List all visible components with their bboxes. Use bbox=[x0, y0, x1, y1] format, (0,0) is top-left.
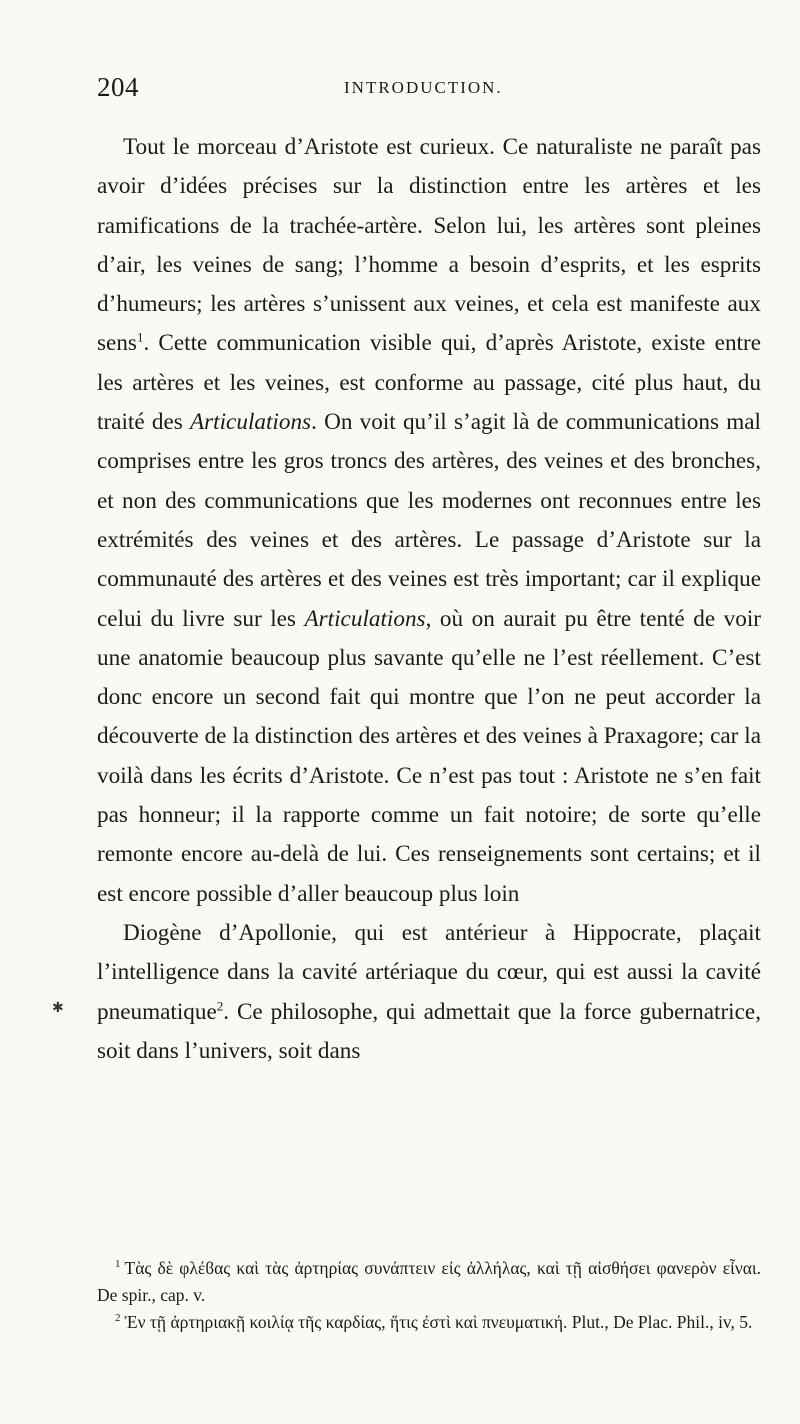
footnotes bbox=[97, 1255, 761, 1336]
paragraph-diogene bbox=[97, 914, 761, 1071]
footnote-text: Ἐν τῇ ἀρτηριακῇ κοιλίᾳ τῆς καρδίας, ἥτις ἐστὶ καὶ πνευματική. Plut., De Plac. Phil., iv, 5. bbox=[124, 1312, 753, 1332]
footnote-2 bbox=[97, 1309, 761, 1336]
footnote-ref-1: 1 bbox=[136, 329, 144, 345]
main-text bbox=[97, 128, 761, 1071]
text-run: . Cette communication visible qui, d’après Aristote, existe entre les artères et les veines, est conforme au passage, cité plus haut, du traité des bbox=[97, 330, 761, 436]
running-head: INTRODUCTION. bbox=[344, 78, 503, 97]
text-run: , où on aurait pu être tenté de voir une anatomie beaucoup plus savante qu’elle ne l’est réellement. C’est donc encore un second fait qui montre que l’on ne peut accorder la découverte de la distinction des artères et des veines à Praxagore; car la voilà dans les écrits d’Aristote. Ce n’est pas tout : Aristote ne s’en fait pas honneur; il la rapporte comme un fait notoire; de sorte qu’elle remonte encore au-delà de lui. Ces renseignements sont certains; et il est encore possible d’aller beaucoup plus loin bbox=[97, 605, 761, 907]
text-run: . Ce philosophe, qui admettait que la force gubernatrice, soit dans l’univers, soit dans bbox=[97, 998, 761, 1064]
page-header bbox=[97, 72, 737, 112]
work-title-italic: Articulations bbox=[304, 605, 426, 632]
text-run: . On voit qu’il s’agit là de communications mal comprises entre les gros troncs des artères, des veines et des bronches, et non des communications que les modernes ont reconnues entre les extrémités des veines et des artères. Le passage d’Aristote sur la communauté des artères et des veines est très important; car il explique celui du livre sur les bbox=[97, 409, 761, 632]
footnote-mark: 2 bbox=[115, 1312, 121, 1325]
text-run: Diogène d’Apollonie, qui est antérieur à Hippocrate, plaçait l’intelligence dans la cavité artériaque du cœur, qui est aussi la cavité pneumatique bbox=[97, 919, 761, 1025]
margin-mark-icon: ✱ bbox=[52, 1001, 64, 1016]
text-run: Tout le morceau d’Aristote est curieux. Ce naturaliste ne paraît pas avoir d’idées précises sur la distinction entre les artères et les ramifications de la trachée-artère. Selon lui, les artères sont pleines d’air, les veines de sang; l’homme a besoin d’esprits, et les esprits d’humeurs; les artères s’unissent aux veines, et cela est manifeste aux sens bbox=[97, 134, 761, 357]
work-title-italic: Articulations bbox=[189, 409, 312, 436]
footnote-mark: 1 bbox=[115, 1258, 121, 1271]
paragraph-aristote bbox=[97, 128, 761, 914]
footnote-1 bbox=[97, 1255, 761, 1309]
footnote-text: Τὰς δὲ φλέϐας καὶ τὰς ἀρτηρίας συνάπτειν εἰς ἀλλήλας, καὶ τῇ αἰσθήσει φανερὸν εἶναι. De spir., cap. v. bbox=[97, 1258, 761, 1305]
footnote-ref-2: 2 bbox=[216, 997, 224, 1013]
page-number: 204 bbox=[97, 72, 139, 102]
